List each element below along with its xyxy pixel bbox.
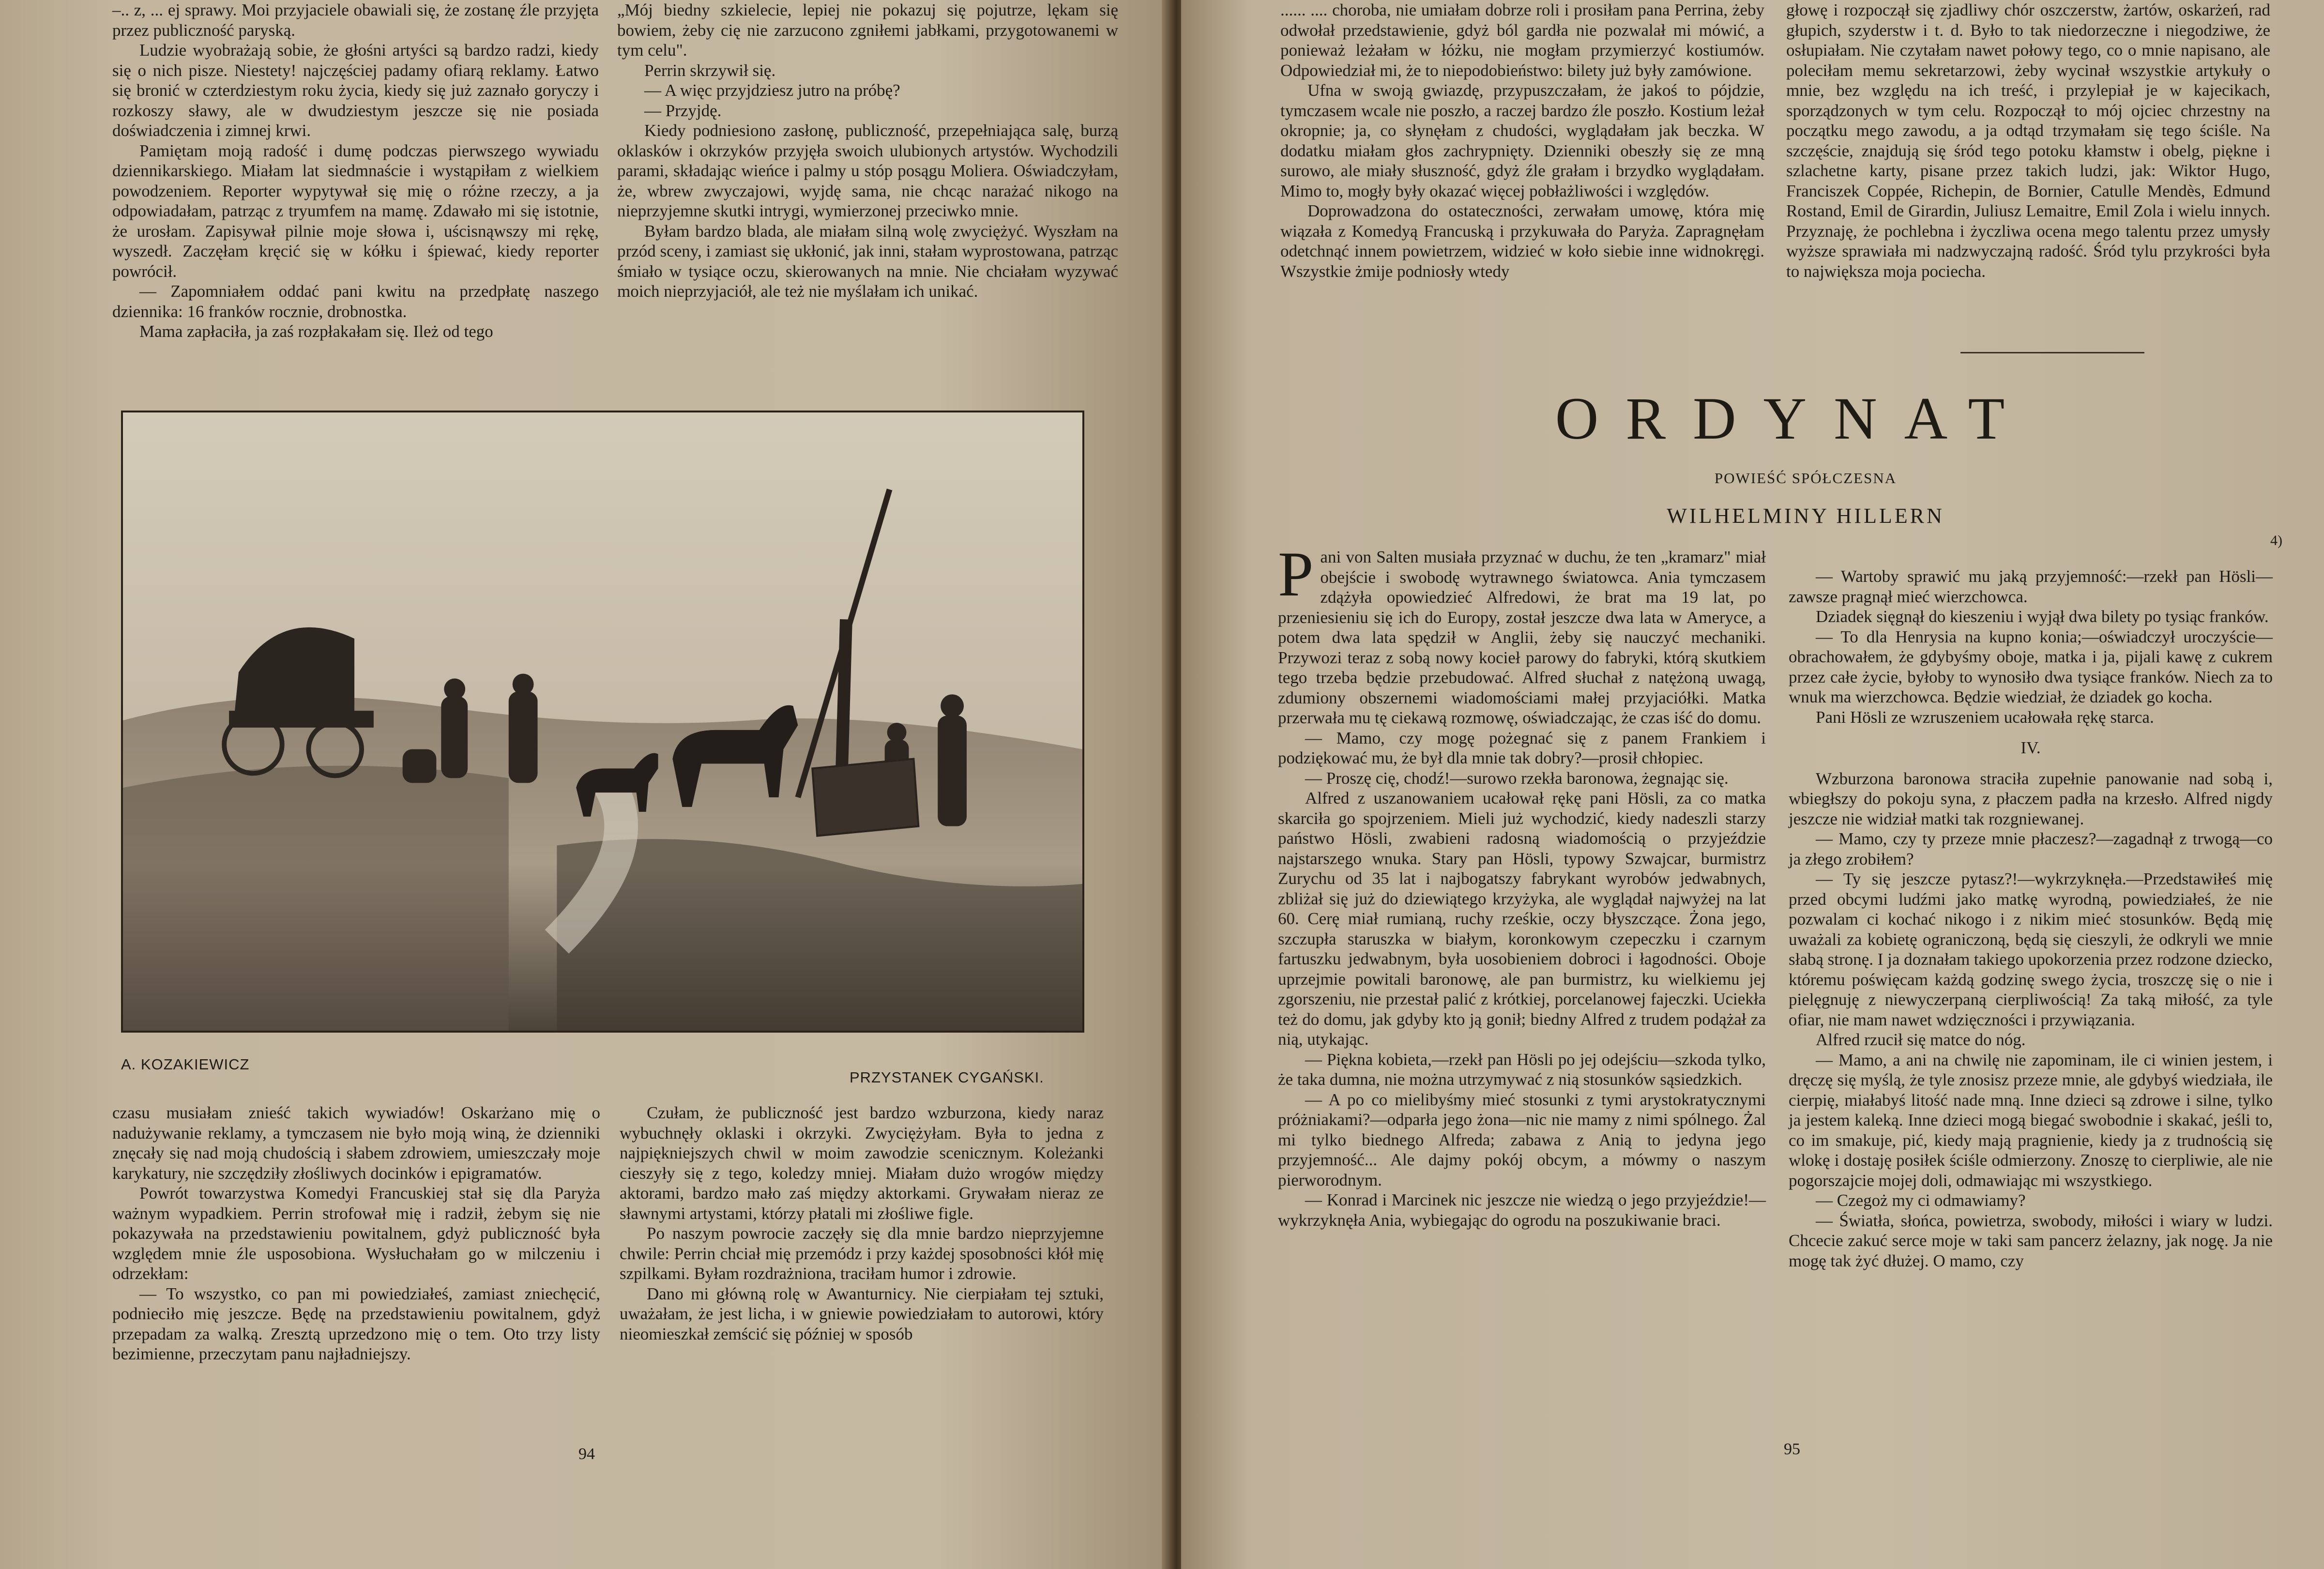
paragraph: Dano mi główną rolę w Awanturnicy. Nie cierpiałam tej sztuki, uważałam, że jest licha, i w gniewie powiedziałam to autorowi, który nieomieszkał zemścić się później w sposób <box>620 1284 1104 1343</box>
drop-cap: P <box>1278 538 1314 609</box>
paragraph: Kiedy podniesiono zasłonę, publiczność, przepełniająca salę, burzą oklasków i okrzyków przyjęła swoich ulubionych artystów. Wychodzili parami, składając wieńce i palmy u stóp posągu Moliera. Oświadczyłam, że, wbrew zwyczajowi, wyjdę sama, nie chcąc narażać nikogo na nieprzyjemne skutki intrygi, wymierzonej przeciwko mnie. <box>617 121 1118 220</box>
novel-author: WILHELMINY HILLERN <box>1667 504 1944 528</box>
illustration-image <box>123 412 1082 1031</box>
right-col2-top <box>1786 0 2270 281</box>
left-col1-top <box>112 0 599 342</box>
paragraph: — Przyjdę. <box>644 101 722 120</box>
paragraph: głowę i rozpoczął się zjadliwy chór oszczerstw, żartów, oskarżeń, rad głupich, szyderstw i t. d. Było to tak niedorzeczne i niegodziwe, że osłupiałam. Nie czytałam nawet połowy tego, co o mnie napisano, ale poleciłam memu sekretarzowi, żeby wycinał wszystkie artykuły o mnie, bez względu na ich treść, i przylepiał je w kajecikach, sporządzonych w tym celu. Rozpoczął to mój ojciec chrzestny na początku mego zawodu, a ja odtąd trzymałam się tego ściśle. Na szczęście, znajdują się śród tego potoku kłamstw i obelg, piękne i szlachetne karty, pisane przez takich ludzi, jak: Wiktor Hugo, Franciszek Coppée, Richepin, de Bornier, Catulle Mendès, Edmund Rostand, Emil de Girardin, Juliusz Lemaitre, Emil Zola i wielu innych. Przyznaję, że pochlebna i życzliwa ocena mego talentu przez umysły wyższe sprawiała mi nadzwyczajną radość. Śród tylu przykrości była to największa moja pociecha. <box>1786 0 2270 281</box>
paragraph: — Piękna kobieta,—rzekł pan Hösli po jej odejściu—szkoda tylko, że taka dumna, nie można utrzymywać z nią stosunków sąsiedzkich. <box>1278 1050 1766 1089</box>
paragraph: — Mamo, czy mogę pożegnać się z panem Frankiem i podziękować mu, że był dla mnie tak dobry?—prosił chłopiec. <box>1278 728 1766 767</box>
chapter-heading: IV. <box>2020 738 2041 757</box>
novel-subtitle: POWIEŚĆ SPÓŁCZESNA <box>1714 470 1897 487</box>
gypsy-camp-illustration <box>121 411 1084 1033</box>
left-col2-bottom <box>620 1103 1104 1344</box>
paragraph: Ludzie wyobrażają sobie, że głośni artyści są bardzo radzi, kiedy się o nich pisze. Niestety! najczęściej padamy ofiarą reklamy. Łatwo się bronić w czterdziestym roku życia, kiedy się już zaznało goryczy i rozkoszy sławy, ale w dwudziestym jeszcze się nie posiada doświadczenia i zimnej krwi. <box>112 41 599 140</box>
paragraph: — A więc przyjdziesz jutro na próbę? <box>644 81 900 100</box>
opening-paragraph: Pani von Salten musiała przyznać w duchu, że ten „kramarz" miał obejście i swobodę wytrawnego światowca. Ania tymczasem zdążyła opowiedzieć Alfredowi, że brat ma 19 lat, po przeniesieniu się ich do Europy, został jeszcze dwa lata w Ameryce, a potem dwa lata spędził w Anglii, żeby się nauczyć mechaniki. Przywozi teraz z sobą nowy kocieł parowy do fabryki, którą skutkiem tego trzeba będzie przebudować. Alfred słuchał z natężoną uwagą, zdumiony obszernemi wiadomościami małej przyjaciółki. Matka przerwała mu tę ciekawą rozmowę, oświadczając, że czas iść do domu. <box>1278 538 1766 727</box>
paragraph: — Zapomniałem oddać pani kwitu na przedpłatę naszego dziennika: 16 franków rocznie, drobnostka. <box>112 282 599 321</box>
left-col2-top <box>617 0 1118 302</box>
paragraph: Mama zapłaciła, ja zaś rozpłakałam się. Ileż od tego <box>139 322 493 341</box>
paragraph: — To wszystko, co pan mi powiedziałeś, zamiast zniechęcić, podnieciło mię jeszcze. Będę na przedstawieniu powitalnem, gdyż przepadam za walką. Zresztą uprzedzono mię o tem. Oto trzy listy bezimienne, przeczytam panu najładniejszy. <box>112 1284 600 1363</box>
paragraph: „Mój biedny szkielecie, lepiej nie pokazuj się pojutrze, lękam się bowiem, żeby cię nie zarzucono zgniłemi jabłkami, przygotowanemi w tym celu". <box>617 0 1118 60</box>
section-rule <box>1960 352 2144 353</box>
paragraph: — Czegoż my ci odmawiamy? <box>1816 1191 2026 1210</box>
paragraph: Alfred rzucił się matce do nóg. <box>1816 1030 2026 1049</box>
paragraph: Dziadek sięgnął do kieszeniu i wyjął dwa bilety po tysiąc franków. <box>1816 607 2269 626</box>
paragraph: Wzburzona baronowa straciła zupełnie panowanie nad sobą i, wbiegłszy do pokoju syna, z płaczem padła na krzesło. Alfred nigdy jeszcze nie widział matki tak rozgniewanej. <box>1789 769 2273 828</box>
paragraph: Pani Hösli ze wzruszeniem ucałowała rękę starca. <box>1816 707 2154 727</box>
paragraph: czasu musiałam znieść takich wywiadów! Oskarżano mię o nadużywanie reklamy, a tymczasem nie było moją winą, że dzienniki znęcały się nad moją chudością i słabem zdrowiem, umieszczały moje karykatury, nie szczędziły złośliwych docinków i epigramatów. <box>112 1103 600 1183</box>
right-col2-bottom <box>1789 566 2273 1271</box>
paragraph: Ufna w swoją gwiazdę, przypuszczałam, że jakoś to pójdzie, tymczasem wcale nie poszło, a raczej bardzo źle poszło. Kostium leżał okropnie; ja, co słynęłam z chudości, wyglądałam jak beczka. W dodatku miałam głos zachrypnięty. Dzienniki obeszły się ze mną surowo, ale miały słuszność, gdyż źle grałam i brzydko wyglądałam. Mimo to, mogły były okazać więcej pobłażliwości i względów. <box>1280 81 1764 200</box>
paragraph: — To dla Henrysia na kupno konia;—oświadczył uroczyście—obrachowałem, że gdybyśmy oboje, matka i ja, pijali kawę z cukrem przez całe życie, byłoby to wynosiło dwa tysiące franków. Niech za to wnuk ma wierzchowca. Będzie wiedział, że dziadek go kocha. <box>1789 627 2273 706</box>
paragraph: Alfred z uszanowaniem ucałował rękę pani Hösli, za co matka skarciła go spojrzeniem. Mieli już wychodzić, kiedy nadeszli starzy państwo Hösli, zwabieni radosną wiadomością o przyjeździe najstarszego wnuka. Stary pan Hösli, typowy Szwajcar, burmistrz Zurychu od 35 lat i najbogatszy fabrykant wyrobów jedwabnych, zbliżał się już do dziewiątego krzyżyka, ale wyglądał najwyżej na lat 60. Cerę miał rumianą, ruchy rześkie, oczy błyszczące. Żona jego, szczupła staruszka w białym, koronkowym czepeczku i czarnym fartuszku jedwabnym, była uosobieniem dobroci i łagodności. Oboje uprzejmie powitali baronowę, ale pan burmistrz, ku wielkiemu jej zgorszeniu, nie przestał palić z krótkiej, porcelanowej fajeczki. Uciekła też do domu, jak gdyby kto ją gonił; biedny Alfred z trudem podążał za nią, utykając. <box>1278 789 1766 1049</box>
left-col1-bottom <box>112 1103 600 1364</box>
right-col1-bottom <box>1278 538 1766 1230</box>
caption-title: PRZYSTANEK CYGAŃSKI. <box>850 1069 1044 1086</box>
paragraph: Pamiętam moją radość i dumę podczas pierwszego wywiadu dziennikarskiego. Miałam lat siedmnaście i wystąpiłam z wielkiem powodzeniem. Reporter wypytywał się mię o różne rzeczy, a ja odpowiadałam, patrząc z tryumfem na mamę. Zdawało mi się istotnie, że urosłam. Zapisywał pilnie moje słowa i, uścisnąwszy mi rękę, wyszedł. Zaczęłam kręcić się w kółku i śpiewać, kiedy reporter powrócił. <box>112 141 599 281</box>
paragraph: — Proszę cię, chodź!—surowo rzekła baronowa, żegnając się. <box>1305 768 1729 788</box>
paragraph: –.. z, ... ej sprawy. Moi przyjaciele obawiali się, że zostanę źle przyjęta przez publiczność paryską. <box>112 0 599 40</box>
paragraph: Po naszym powrocie zaczęły się dla mnie bardzo nieprzyjemne chwile: Perrin chciał mię przemódz i przy każdej sposobności kłół mię szpilkami. Byłam rozdrażniona, traciłam humor i zdrowie. <box>620 1224 1104 1283</box>
paragraph: — A po co mielibyśmy mieć stosunki z tymi arystokratycznymi próżniakami?—odparła jego żona—nic nie mamy z nimi spólnego. Żal mi tylko biednego Alfreda; zabawa z Anią to jedyna jego przyjemność... Ale dajmy pokój obcym, a mówmy o naszym pierworodnym. <box>1278 1090 1766 1189</box>
page-number: 95 <box>1784 1440 1800 1458</box>
paragraph: — Ty się jeszcze pytasz?!—wykrzyknęła.—Przedstawiłeś mię przed obcymi ludźmi jako matkę wyrodną, powiedziałeś, że nie pozwalam ci kochać nikogo i z nikim mieć stosunków. Będą mię uważali za kobietę ograniczoną, będą się cieszyli, że odkryli we mnie słabą stronę. I ja doznałam takiego upokorzenia przez rodzone dziecko, któremu poświęcam każdą godzinę swego życia, troszczę się o nie i pielęgnuję z niewyczerpaną cierpliwością! Za taką miłość, za tyle ofiar, nie mam nawet wdzięczności i przywiązania. <box>1789 869 2273 1029</box>
paragraph: Powrót towarzystwa Komedyi Francuskiej stał się dla Paryża ważnym wypadkiem. Perrin strofował mię i radził, żebym się nie pokazywała na przedstawieniu powitalnem, gdyż publiczność była względem mnie źle usposobiona. Wysłuchałam go w milczeniu i odrzekłam: <box>112 1184 600 1283</box>
novel-title: ORDYNAT <box>1555 385 2032 452</box>
paragraph: — Światła, słońca, powietrza, swobody, miłości i wiary w ludzi. Chcecie zakuć serce moje w taki sam pancerz żelazny, jak nogę. Ja nie mogę tak żyć dłużej. O mamo, czy <box>1789 1211 2273 1270</box>
paragraph: Czułam, że publiczność jest bardzo wzburzona, kiedy naraz wybuchnęły oklaski i okrzyki. Zwyciężyłam. Była to jedna z najpiękniejszych chwil w moim zawodzie scenicznym. Koleżanki cieszyły się z tego, koledzy mniej. Miałam dużo wrogów między aktorami, bardzo mało zaś między aktorkami. Grywałam nieraz ze sławnymi artystami, którzy płatali mi złośliwe figle. <box>620 1103 1104 1223</box>
right-page <box>1181 0 2324 1569</box>
paragraph: — Mamo, czy ty przeze mnie płaczesz?—zagadnął z trwogą—co ja złego zrobiłem? <box>1789 829 2273 868</box>
right-col1-top <box>1280 0 1764 281</box>
caption-artist: A. KOZAKIEWICZ <box>121 1056 250 1073</box>
paragraph: ...... .... choroba, nie umiałam dobrze roli i prosiłam pana Perrina, żeby odwołał przedstawienie, gdyż ból gardła nie pozwalał mi mówić, a ponieważ leżałam w łóżku, nie mogłam przymierzyć kostiumów. Odpowiedział mi, że to niepodobieństwo: bilety już były zamówione. <box>1280 0 1764 80</box>
paragraph: — Mamo, a ani na chwilę nie zapominam, ile ci winien jestem, i dręczę się myślą, że tyle znosisz przeze mnie, ale gdybyś wiedziała, ile cierpię, miałabyś litość nade mną. Inne dzieci są zdrowe i silne, tylko ja jestem kaleką. Inne dzieci mogą biegać swobodnie i skakać, jeśli to, co im smakuje, pić, kiedy mają pragnienie, kiedy ja z trudnością się wlokę i dostaję posiłek ściśle odmierzony. Znoszę to cierpliwie, ale nie pogorszajcie mojej doli, odmawiając mi wszystkiego. <box>1789 1050 2273 1190</box>
paragraph: — Konrad i Marcinek nic jeszcze nie wiedzą o jego przyjeździe!—wykrzyknęła Ania, wybiegając do ogrodu na poszukiwanie braci. <box>1278 1190 1766 1230</box>
page-number: 94 <box>578 1445 595 1463</box>
paragraph: Perrin skrzywił się. <box>644 61 776 80</box>
paragraph: Byłam bardzo blada, ale miałam silną wolę zwyciężyć. Wyszłam na przód sceny, i zamiast się ukłonić, jak inni, stałam wyprostowana, patrząc śmiało w tysiące oczu, skierowanych na mnie. Nie chciałam wyzywać moich nieprzyjaciół, ale też nie myślałam ich unikać. <box>617 221 1118 301</box>
paragraph: — Wartoby sprawić mu jaką przyjemność:—rzekł pan Hösli—zawsze pragnął mieć wierzchowca. <box>1789 567 2273 606</box>
chapter-marker: 4) <box>2270 533 2282 548</box>
paragraph: Doprowadzona do ostateczności, zerwałam umowę, która mię wiązała z Komedyą Francuską i przykuwała do Paryża. Zapragnęłam odetchnąć innem powietrzem, widzieć w koło siebie inne widnokręgi. Wszystkie żmije podniosły wtedy <box>1280 201 1764 281</box>
